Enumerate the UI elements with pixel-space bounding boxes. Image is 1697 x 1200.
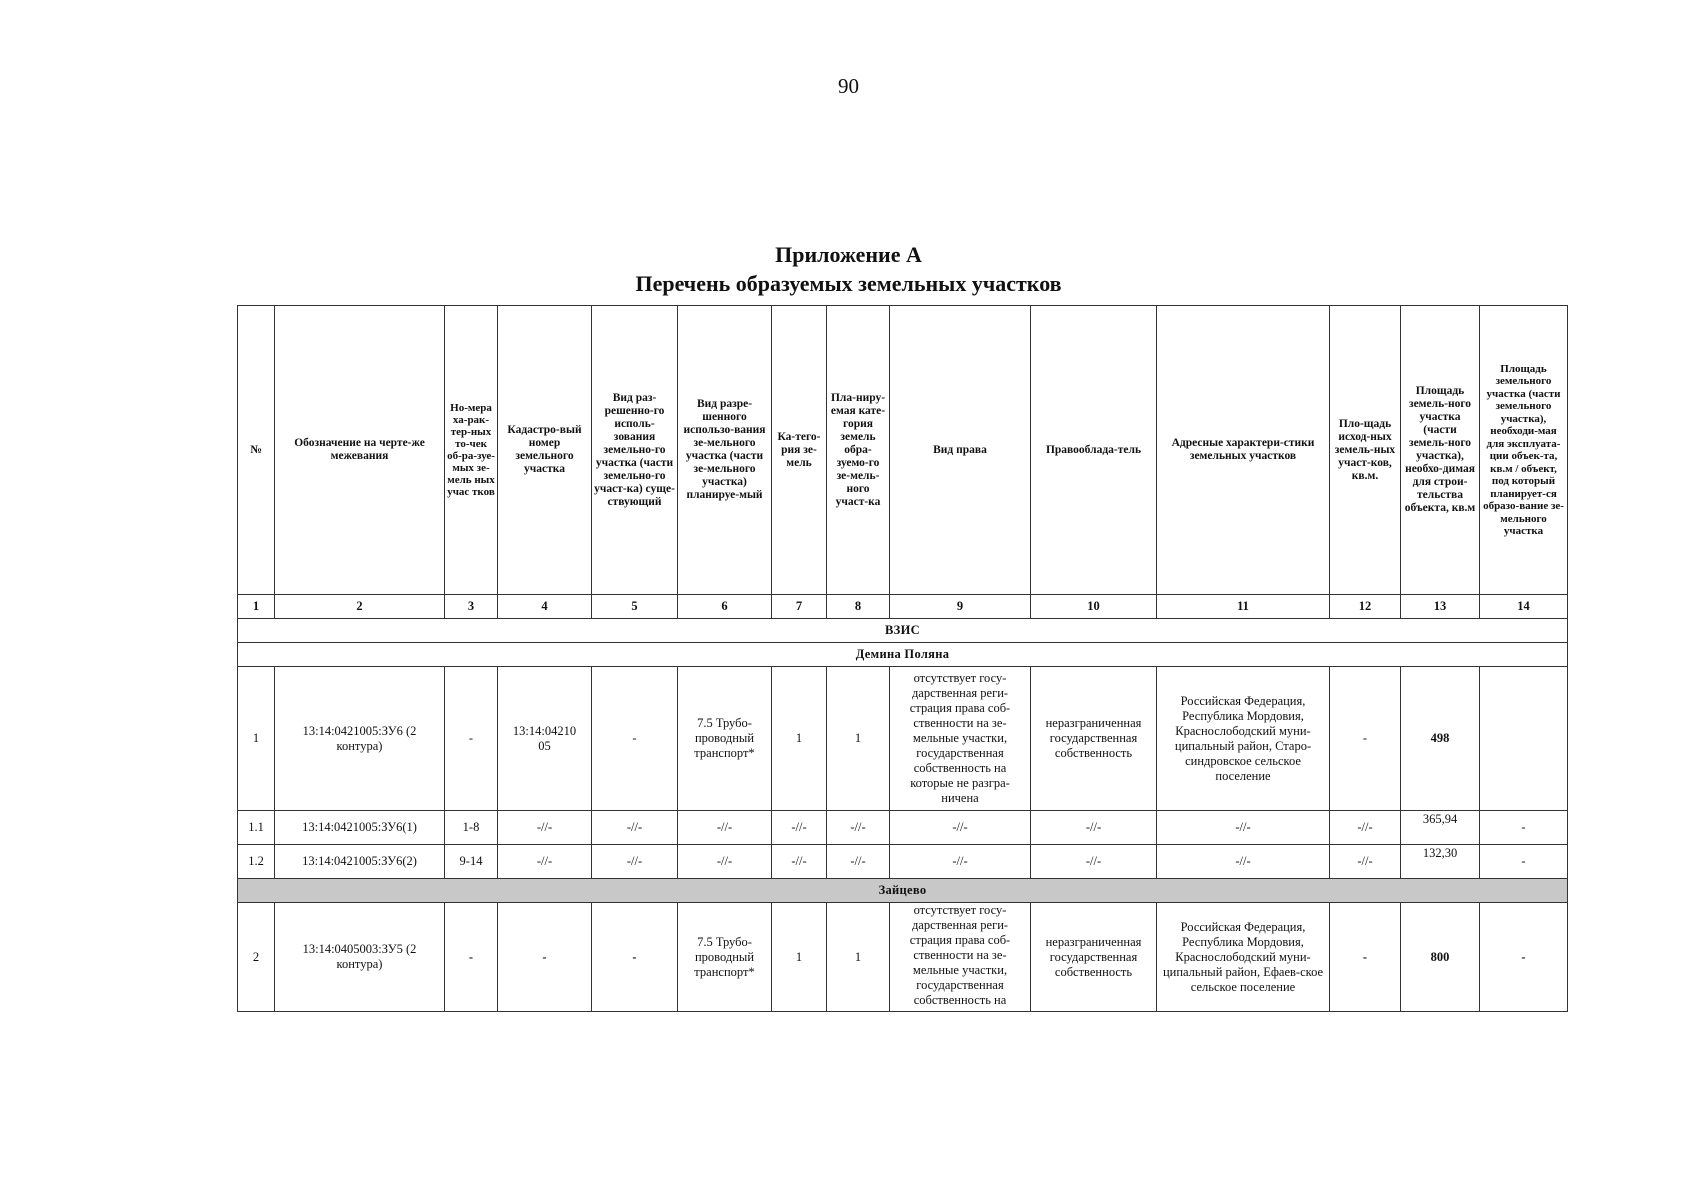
cell-cadastral: -//- — [498, 811, 592, 845]
header-cell: Ка-тего-рия зе-мель — [772, 306, 827, 595]
cell-construction-area: 498 — [1401, 667, 1480, 811]
cell-points: 1-8 — [445, 811, 498, 845]
cell-holder: неразграниченная государственная собственность — [1031, 903, 1157, 1012]
cell-cadastral: - — [498, 903, 592, 1012]
cell-address: Российская Федерация, Республика Мордовия, Краснослободский муни-ципальный район, Ефаев-ское сельское поселение — [1157, 903, 1330, 1012]
cell-address: Российская Федерация, Республика Мордовия, Краснослободский муни-ципальный район, Старо-синдровское сельское поселение — [1157, 667, 1330, 811]
subsection-title: Зайцево — [238, 879, 1568, 903]
header-cell: Адресные характери-стики земельных участков — [1157, 306, 1330, 595]
cell-right-type: отсутствует госу-дарственная реги-страция права соб-ственности на зе-мельные участки, государственная собственность на — [890, 903, 1031, 1012]
cell-use-planned: -//- — [678, 845, 772, 879]
cell-category: 1 — [772, 903, 827, 1012]
header-cell: Вид разре-шенного использо-вания зе-мельного участка (части зе-мельного участка) планируе-мый — [678, 306, 772, 595]
column-number: 10 — [1031, 595, 1157, 619]
header-cell: Кадастро-вый номер земельного участка — [498, 306, 592, 595]
cell-construction-area: 132,30 — [1401, 845, 1480, 879]
column-number: 14 — [1480, 595, 1568, 619]
column-number: 13 — [1401, 595, 1480, 619]
cell-number: 1 — [238, 667, 275, 811]
cell-holder: -//- — [1031, 811, 1157, 845]
header-cell: № — [238, 306, 275, 595]
table-row — [238, 667, 1568, 811]
cell-use-planned: 7.5 Трубо-проводный транспорт* — [678, 667, 772, 811]
cell-points: - — [445, 667, 498, 811]
cell-category: 1 — [772, 667, 827, 811]
cell-address: -//- — [1157, 811, 1330, 845]
cell-holder: -//- — [1031, 845, 1157, 879]
cell-designation: 13:14:0421005:ЗУ6(1) — [275, 811, 445, 845]
column-number: 1 — [238, 595, 275, 619]
subsection-header-row — [238, 879, 1568, 903]
header-cell: Но-мера ха-рак-тер-ных то-чек об-ра-зуе-мых зе-мель ных учас тков — [445, 306, 498, 595]
cell-number: 2 — [238, 903, 275, 1012]
cell-operation-area — [1480, 667, 1568, 811]
cell-holder: неразграниченная государственная собственность — [1031, 667, 1157, 811]
column-number: 12 — [1330, 595, 1401, 619]
title-line-2: Перечень образуемых земельных участков — [635, 271, 1062, 296]
cell-right-type: отсутствует госу-дарственная реги-страция права соб-ственности на зе-мельные участки, государственная собственность на которые не разгра-ничена — [890, 667, 1031, 811]
cell-construction-area: 365,94 — [1401, 811, 1480, 845]
subsection-title: Демина Поляна — [238, 643, 1568, 667]
cell-points: - — [445, 903, 498, 1012]
header-cell: Обозначение на черте-же межевания — [275, 306, 445, 595]
cell-use-planned: -//- — [678, 811, 772, 845]
cell-source-area: -//- — [1330, 811, 1401, 845]
column-number: 5 — [592, 595, 678, 619]
cell-cadastral: -//- — [498, 845, 592, 879]
column-number: 2 — [275, 595, 445, 619]
header-cell: Площадь земель-ного участка (части земель-ного участка), необхо-димая для строи-тельства объекта, кв.м — [1401, 306, 1480, 595]
table-row — [238, 903, 1568, 1012]
cell-number: 1.1 — [238, 811, 275, 845]
cell-source-area: -//- — [1330, 845, 1401, 879]
cell-cadastral: 13:14:04210 05 — [498, 667, 592, 811]
cell-planned-category: 1 — [827, 667, 890, 811]
document-title — [0, 240, 1697, 298]
title-line-1: Приложение А — [775, 242, 922, 267]
page-number: 90 — [838, 74, 859, 98]
column-number: 8 — [827, 595, 890, 619]
land-plots-table — [237, 305, 1568, 1012]
header-row — [238, 306, 1568, 595]
cell-points: 9-14 — [445, 845, 498, 879]
column-number: 9 — [890, 595, 1031, 619]
cell-number: 1.2 — [238, 845, 275, 879]
cell-operation-area: - — [1480, 903, 1568, 1012]
cell-designation: 13:14:0421005:ЗУ6(2) — [275, 845, 445, 879]
cell-planned-category: -//- — [827, 811, 890, 845]
header-cell: Вид права — [890, 306, 1031, 595]
section-title: ВЗИС — [238, 619, 1568, 643]
cell-use-existing: - — [592, 903, 678, 1012]
table-row — [238, 811, 1568, 845]
header-cell: Правооблада-тель — [1031, 306, 1157, 595]
cell-use-existing: - — [592, 667, 678, 811]
cell-planned-category: -//- — [827, 845, 890, 879]
cell-right-type: -//- — [890, 811, 1031, 845]
column-number: 4 — [498, 595, 592, 619]
column-number: 7 — [772, 595, 827, 619]
cell-designation: 13:14:0405003:ЗУ5 (2 контура) — [275, 903, 445, 1012]
table-row — [238, 845, 1568, 879]
cell-use-existing: -//- — [592, 845, 678, 879]
header-cell: Вид раз-решенно-го исполь-зования земельно-го участка (части земельно-го участ-ка) суще-ствующий — [592, 306, 678, 595]
column-number: 3 — [445, 595, 498, 619]
header-cell: Пла-ниру-емая кате-гория земель обра-зуемо-го зе-мель-ного участ-ка — [827, 306, 890, 595]
cell-category: -//- — [772, 845, 827, 879]
column-number: 6 — [678, 595, 772, 619]
header-cell: Пло-щадь исход-ных земель-ных участ-ков, кв.м. — [1330, 306, 1401, 595]
header-cell: Площадь земельного участка (части земельного участка), необходи-мая для эксплуата-ции объек-та, кв.м / объект, под который планирует-ся образо-вание зе-мельного участка — [1480, 306, 1568, 595]
cell-use-existing: -//- — [592, 811, 678, 845]
cell-right-type: -//- — [890, 845, 1031, 879]
cell-planned-category: 1 — [827, 903, 890, 1012]
section-header-row — [238, 619, 1568, 643]
column-number-row — [238, 595, 1568, 619]
cell-address: -//- — [1157, 845, 1330, 879]
subsection-header-row — [238, 643, 1568, 667]
cell-source-area: - — [1330, 667, 1401, 811]
cell-operation-area: - — [1480, 811, 1568, 845]
cell-category: -//- — [772, 811, 827, 845]
cell-operation-area: - — [1480, 845, 1568, 879]
cell-designation: 13:14:0421005:ЗУ6 (2 контура) — [275, 667, 445, 811]
column-number: 11 — [1157, 595, 1330, 619]
cell-use-planned: 7.5 Трубо-проводный транспорт* — [678, 903, 772, 1012]
cell-source-area: - — [1330, 903, 1401, 1012]
cell-construction-area: 800 — [1401, 903, 1480, 1012]
